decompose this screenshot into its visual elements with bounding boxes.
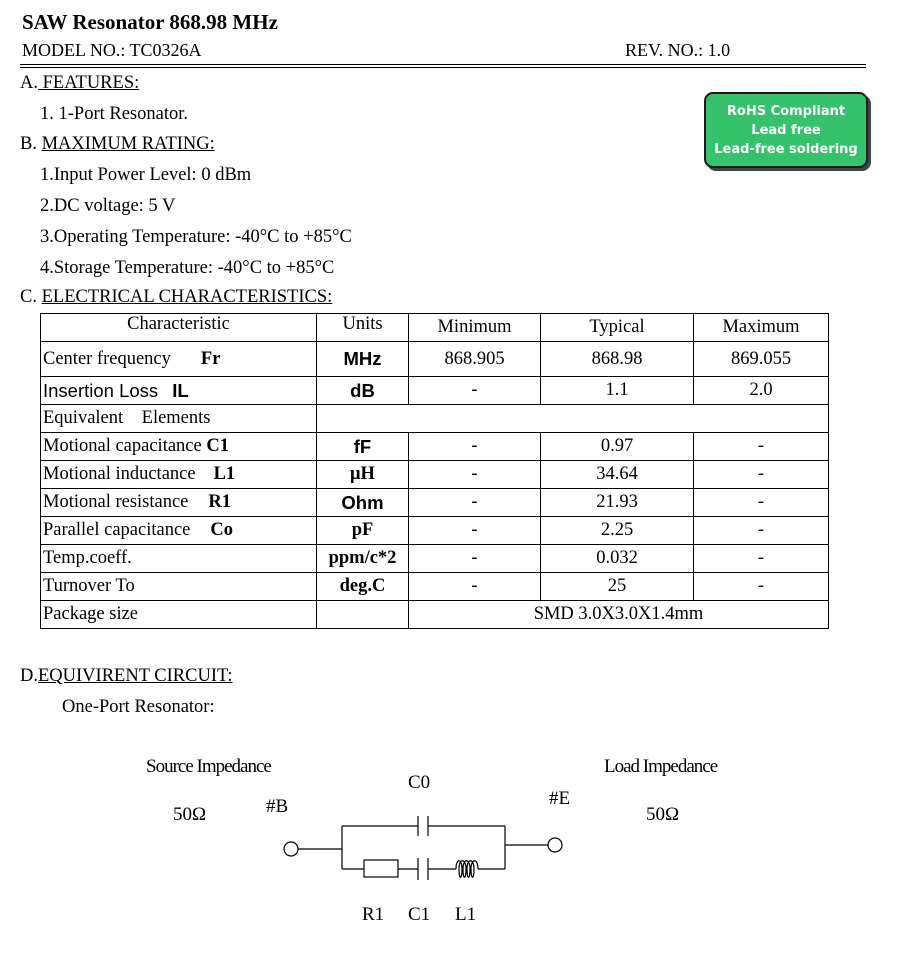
row-characteristic: Equivalent Elements — [41, 405, 317, 433]
row-min: - — [409, 461, 541, 489]
row-unit: ppm/c*2 — [317, 545, 409, 573]
char-name: Center frequency — [43, 348, 171, 369]
table-row — [41, 517, 829, 545]
header-minimum: Minimum — [409, 314, 541, 342]
char-symbol: Fr — [200, 348, 221, 369]
rohs-badge — [704, 92, 868, 168]
max-rating-item-2: 2.DC voltage: 5 V — [40, 196, 176, 216]
row-min: - — [409, 517, 541, 545]
row-max: - — [694, 573, 829, 601]
table-row — [41, 545, 829, 573]
row-typ: 1.1 — [541, 377, 694, 405]
row-characteristic: Turnover To — [41, 573, 317, 601]
load-impedance-value: 50Ω — [646, 804, 680, 825]
source-impedance-label: Source Impedance — [146, 756, 271, 777]
load-impedance-label: Load Impedance — [604, 756, 718, 777]
char-symbol: R1 — [208, 492, 232, 512]
max-rating-item-4: 4.Storage Temperature: -40°C to +85°C — [40, 258, 335, 278]
row-characteristic — [41, 461, 317, 489]
header-maximum: Maximum — [694, 314, 829, 342]
row-typ: 868.98 — [541, 342, 694, 377]
max-rating-item-3: 3.Operating Temperature: -40°C to +85°C — [40, 227, 352, 247]
row-unit: dB — [317, 377, 409, 405]
row-typ: 2.25 — [541, 517, 694, 545]
header-rule — [20, 64, 866, 65]
row-typ: 0.97 — [541, 433, 694, 461]
table-row — [41, 405, 829, 433]
max-rating-title: MAXIMUM RATING: — [41, 134, 215, 154]
max-rating-item-1: 1.Input Power Level: 0 dBm — [40, 165, 252, 185]
row-min: 868.905 — [409, 342, 541, 377]
table-row — [41, 461, 829, 489]
row-characteristic: Temp.coeff. — [41, 545, 317, 573]
features-prefix: A. — [20, 73, 38, 93]
table-row — [41, 342, 829, 377]
row-characteristic: Package size — [41, 601, 317, 629]
table-row — [41, 601, 829, 629]
row-unit: deg.C — [317, 573, 409, 601]
row-max: - — [694, 461, 829, 489]
equivalent-circuit-diagram — [0, 800, 900, 900]
row-max: 869.055 — [694, 342, 829, 377]
circuit-subtitle: One-Port Resonator: — [62, 697, 215, 717]
rohs-line-3: Lead-free soldering — [714, 141, 858, 157]
resistor-r1-icon — [364, 860, 398, 877]
c0-label: C0 — [408, 772, 431, 793]
row-max: - — [694, 489, 829, 517]
header-rule-2 — [20, 67, 866, 68]
rohs-line-2: Lead free — [751, 122, 821, 138]
row-empty-span — [317, 405, 829, 433]
rohs-line-1: RoHS Compliant — [726, 103, 846, 119]
row-typ: 0.032 — [541, 545, 694, 573]
char-symbol: L1 — [213, 464, 236, 484]
features-heading — [20, 73, 139, 94]
table-row — [41, 377, 829, 405]
circuit-prefix: D. — [20, 666, 38, 686]
table-row — [41, 573, 829, 601]
char-name: Motional capacitance — [43, 436, 202, 456]
row-unit: pF — [317, 517, 409, 545]
l1-label: L1 — [455, 904, 477, 925]
char-name: Motional resistance — [43, 492, 189, 512]
row-min: - — [409, 377, 541, 405]
row-max: - — [694, 545, 829, 573]
row-max: - — [694, 433, 829, 461]
max-rating-heading — [20, 134, 215, 155]
char-symbol: IL — [172, 379, 189, 401]
row-characteristic — [41, 517, 317, 545]
electrical-prefix: C. — [20, 287, 37, 307]
revision-number: REV. NO.: 1.0 — [625, 40, 731, 60]
char-symbol: C1 — [206, 436, 229, 456]
max-rating-prefix: B. — [20, 134, 37, 154]
row-min: - — [409, 433, 541, 461]
electrical-title: ELECTRICAL CHARACTERISTICS: — [41, 287, 333, 307]
features-item-1: 1. 1-Port Resonator. — [40, 104, 188, 124]
electrical-heading — [20, 287, 332, 308]
port-b-label: #B — [266, 796, 289, 817]
row-min: - — [409, 573, 541, 601]
row-typ: 21.93 — [541, 489, 694, 517]
terminal-b-icon — [284, 842, 298, 856]
c1-label: C1 — [408, 904, 431, 925]
terminal-e-icon — [548, 838, 562, 852]
row-unit-empty — [317, 601, 409, 629]
row-unit: Ohm — [317, 489, 409, 517]
char-name: Parallel capacitance — [43, 520, 191, 540]
circuit-heading — [20, 666, 233, 687]
header-units: Units — [317, 314, 409, 342]
row-unit: μH — [317, 461, 409, 489]
row-unit: MHz — [317, 342, 409, 377]
header-typical: Typical — [541, 314, 694, 342]
row-typ: 25 — [541, 573, 694, 601]
row-characteristic — [41, 377, 317, 405]
row-characteristic — [41, 433, 317, 461]
row-max: 2.0 — [694, 377, 829, 405]
package-size-value: SMD 3.0X3.0X1.4mm — [409, 601, 829, 629]
table-row — [41, 433, 829, 461]
row-characteristic — [41, 342, 317, 377]
r1-label: R1 — [362, 904, 385, 925]
row-min: - — [409, 489, 541, 517]
char-name: Motional inductance — [43, 464, 196, 484]
model-number: MODEL NO.: TC0326A — [22, 40, 202, 60]
port-e-label: #E — [549, 788, 571, 809]
electrical-table — [40, 313, 829, 629]
source-impedance-value: 50Ω — [173, 804, 207, 825]
row-characteristic — [41, 489, 317, 517]
features-title: FEATURES: — [38, 73, 140, 93]
table-header-row — [41, 314, 829, 342]
document-title: SAW Resonator 868.98 MHz — [22, 10, 278, 34]
char-symbol: Co — [210, 520, 234, 540]
char-name: Insertion Loss — [43, 379, 159, 401]
row-unit: fF — [317, 433, 409, 461]
header-characteristic: Characteristic — [41, 314, 317, 342]
row-max: - — [694, 517, 829, 545]
row-min: - — [409, 545, 541, 573]
inductor-l1-icon — [456, 861, 478, 878]
table-row — [41, 489, 829, 517]
row-typ: 34.64 — [541, 461, 694, 489]
circuit-title: EQUIVIRENT CIRCUIT: — [38, 666, 233, 686]
